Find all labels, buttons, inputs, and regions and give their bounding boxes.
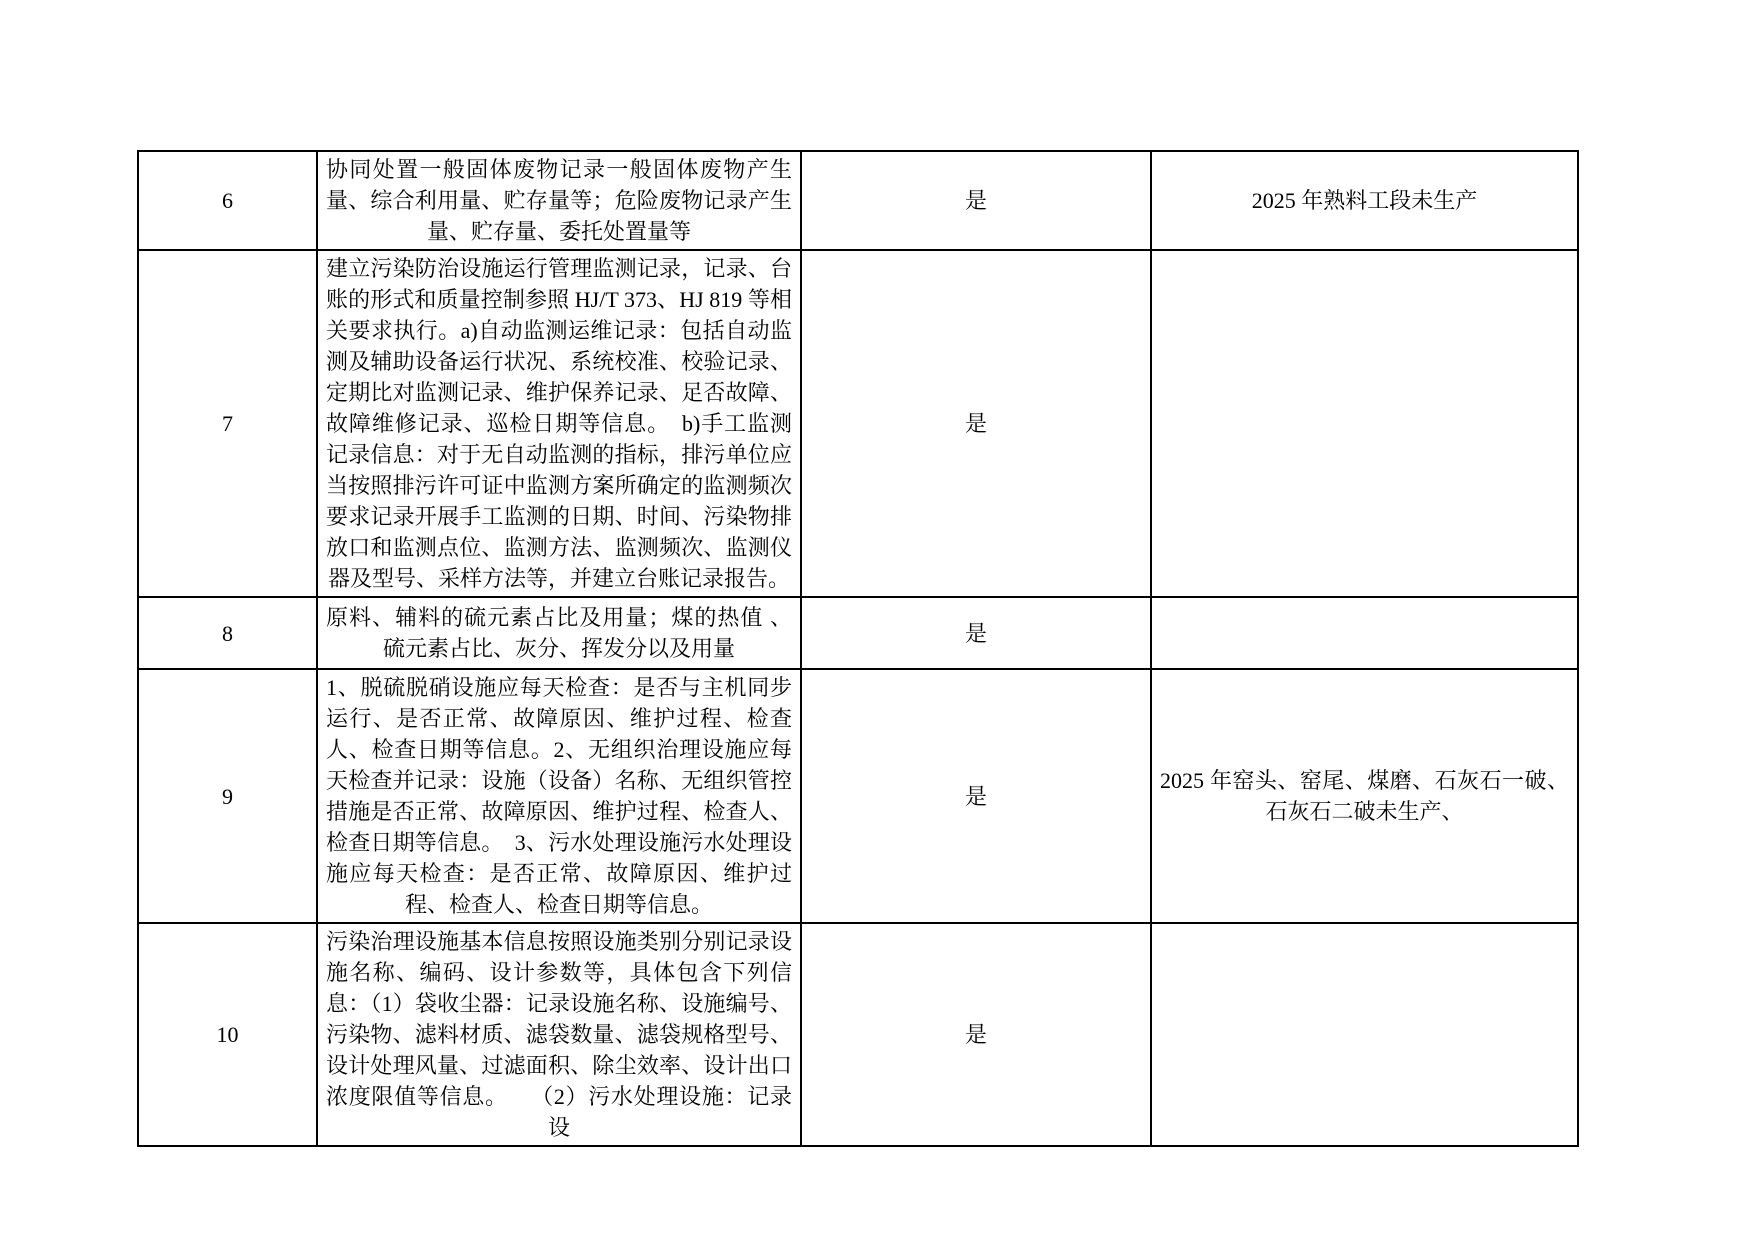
- table-row: [138, 923, 1578, 1146]
- requirement-cell: 协同处置一般固体废物记录一般固体废物产生量、综合利用量、贮存量等；危险废物记录产生量、贮存量、委托处置量等: [317, 151, 801, 250]
- requirement-cell: 1、脱硫脱硝设施应每天检查：是否与主机同步运行、是否正常、故障原因、维护过程、检查人、检查日期等信息。2、无组织治理设施应每天检查并记录：设施（设备）名称、无组织管控措施是否正常、故障原因、维护过程、检查人、检查日期等信息。 3、污水处理设施污水处理设施应每天检查：是否正常、故障原因、维护过程、检查人、检查日期等信息。: [317, 669, 801, 923]
- compliance-cell: 是: [801, 597, 1151, 669]
- row-number-cell: 10: [138, 923, 317, 1146]
- requirement-cell: 污染治理设施基本信息按照设施类别分别记录设施名称、编码、设计参数等，具体包含下列信息：（1）袋收尘器：记录设施名称、设施编号、污染物、滤料材质、滤袋数量、滤袋规格型号、设计处理风量、过滤面积、除尘效率、设计出口浓度限值等信息。 （2）污水处理设施：记录设: [317, 923, 801, 1146]
- row-number-cell: 7: [138, 250, 317, 597]
- remark-cell: 2025 年熟料工段未生产: [1151, 151, 1578, 250]
- requirement-cell: 原料、辅料的硫元素占比及用量；煤的热值 、硫元素占比、灰分、挥发分以及用量: [317, 597, 801, 669]
- requirement-cell: 建立污染防治设施运行管理监测记录，记录、台账的形式和质量控制参照 HJ/T 373、HJ 819 等相关要求执行。a)自动监测运维记录：包括自动监测及辅助设备运行状况、系统校准、校验记录、定期比对监测记录、维护保养记录、足否故障、故障维修记录、巡检日期等信息。 b)手工监测记录信息：对于无自动监测的指标，排污单位应当按照排污许可证中监测方案所确定的监测频次要求记录开展手工监测的日期、时间、污染物排放口和监测点位、监测方法、监测频次、监测仪器及型号、采样方法等，并建立台账记录报告。: [317, 250, 801, 597]
- compliance-record-table: [137, 150, 1579, 1147]
- compliance-cell: 是: [801, 250, 1151, 597]
- table-row: [138, 151, 1578, 250]
- compliance-cell: 是: [801, 151, 1151, 250]
- row-number-cell: 8: [138, 597, 317, 669]
- remark-cell: 2025 年窑头、窑尾、煤磨、石灰石一破、石灰石二破未生产、: [1151, 669, 1578, 923]
- compliance-cell: 是: [801, 923, 1151, 1146]
- remark-cell: [1151, 597, 1578, 669]
- remark-cell: [1151, 250, 1578, 597]
- row-number-cell: 6: [138, 151, 317, 250]
- table-row: [138, 597, 1578, 669]
- table-row: [138, 250, 1578, 597]
- remark-cell: [1151, 923, 1578, 1146]
- compliance-cell: 是: [801, 669, 1151, 923]
- table-row: [138, 669, 1578, 923]
- row-number-cell: 9: [138, 669, 317, 923]
